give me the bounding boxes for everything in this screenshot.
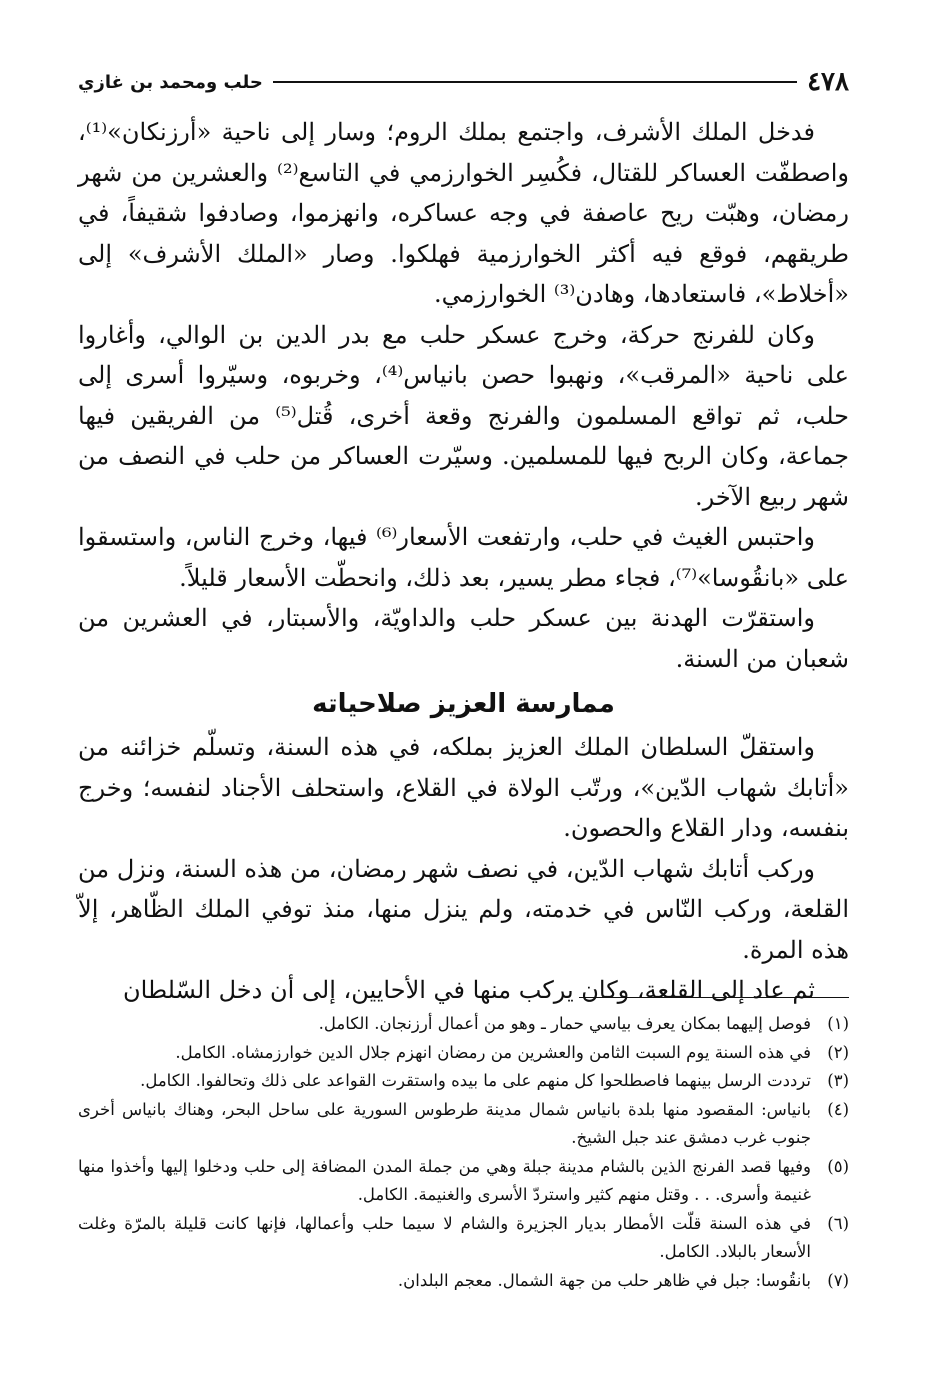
footnote-text: في هذه السنة يوم السبت الثامن والعشرين من رمضان انهزم جلال الدين خوارزمشاه. الكامل. xyxy=(175,1042,811,1062)
footnote-marker: (٧) xyxy=(827,1270,849,1290)
paragraph-3: واحتبس الغيث في حلب، وارتفعت الأسعار⁽⁶⁾ فيها، وخرج الناس، واستسقوا على «بانقُوسا»⁽⁷⁾، فجاء مطر يسير، بعد ذلك، وانحطّت الأسعار قليلاً. xyxy=(78,523,849,592)
footnote-3 xyxy=(78,1067,849,1096)
header-rule xyxy=(273,81,797,83)
page-number: ٤٧٨ xyxy=(807,67,849,97)
paragraph-2: وكان للفرنج حركة، وخرج عسكر حلب مع بدر الدين بن الوالي، وأغاروا على ناحية «المرقب»، ونهبوا حصن بانياس⁽⁴⁾، وخربوه، وسيّروا أسرى إلى حلب، ثم تواقع المسلمون والفرنج وقعة أخرى، قُتل⁽⁵⁾ من الفريقين فيها جماعة، وكان الربح فيها للمسلمين. وسيّرت العساكر من حلب في النصف من شهر ربيع الآخر. xyxy=(78,320,850,511)
footnote-text: في هذه السنة قلّت الأمطار بديار الجزيرة والشام لا سيما حلب وأعمالها، فإنها كانت قليلة بالمرّة وغلت الأسعار بالبلاد. الكامل. xyxy=(78,1213,811,1261)
footnote-text: بانقُوسا: جبل في ظاهر حلب من جهة الشمال. معجم البلدان. xyxy=(397,1270,811,1290)
footnotes xyxy=(78,1010,849,1295)
page-header xyxy=(78,62,849,102)
footnote-1 xyxy=(78,1010,849,1039)
footnote-marker: (٤) xyxy=(827,1099,849,1119)
footnote-4 xyxy=(78,1096,849,1153)
footnote-text: فوصل إليهما بمكان يعرف بياسي حمار ـ وهو من أعمال أرزنجان. الكامل. xyxy=(318,1014,811,1033)
footnote-text: بانياس: المقصود منها بلدة بانياس شمال مدينة طرطوس السورية على ساحل البحر، وهناك بانياس أخرى جنوب غرب دمشق عند جبل الشيخ. xyxy=(78,1099,811,1147)
section-heading: ممارسة العزيز صلاحياته xyxy=(312,689,615,719)
paragraph-7: ثم عاد إلى القلعة، وكان يركب منها في الأحايين، إلى أن دخل السّلطان xyxy=(123,976,815,1004)
footnote-5 xyxy=(78,1153,849,1210)
footnote-marker: (٥) xyxy=(827,1156,849,1176)
footnote-marker: (٢) xyxy=(827,1042,849,1062)
paragraph-4: واستقرّت الهدنة بين عسكر حلب والداويّة، والأسبتار، في العشرين من شعبان من السنة. xyxy=(78,604,849,673)
paragraph-1: فدخل الملك الأشرف، واجتمع بملك الروم؛ وسار إلى ناحية «أرزنكان»⁽¹⁾، واصطفّت العساكر للقتال، فكُسِر الخوارزمي في التاسع⁽²⁾ والعشرين من شهر رمضان، وهبّت ريح عاصفة في وجه عساكره، وانهزموا، وصادفوا شقيفاً، في طريقهم، فوقع فيه أكثر الخوارزمية فهلكوا. وصار «الملك الأشرف» إلى «أخلاط»، فاستعادها، وهادن⁽³⁾ الخوارزمي. xyxy=(78,118,850,308)
footnote-rule xyxy=(579,997,849,998)
footnote-2 xyxy=(78,1039,849,1068)
running-title: حلب ومحمد بن غازي xyxy=(78,71,263,93)
footnote-6 xyxy=(78,1210,849,1267)
footnote-text: ترددت الرسل بينهما فاصطلحوا كل منهم على ما بيده واستقرت القواعد على ذلك وتحالفوا. الكامل. xyxy=(140,1071,811,1090)
paragraph-6: وركب أتابك شهاب الدّين، في نصف شهر رمضان، من هذه السنة، ونزل من القلعة، وركب النّاس في خدمته، ولم ينزل منها، منذ توفي الملك الظّاهر، إلاّ هذه المرة. xyxy=(78,854,849,964)
paragraph-5: واستقلّ السلطان الملك العزيز بملكه، في هذه السنة، وتسلّم خزائنه من «أتابك شهاب الدّين»، ورتّب الولاة في القلاع، واستحلف الأجناد لنفسه؛ وخرج بنفسه، ودار القلاع والحصون. xyxy=(78,733,849,842)
footnote-marker: (٦) xyxy=(827,1213,849,1233)
footnote-text: وفيها قصد الفرنج الذين بالشام مدينة جبلة وهي من جملة المدن المضافة إلى حلب ودخلوا إليها وأخذوا منها غنيمة وأسرى. . . وقتل منهم كثير واستردّ الأسرى والغنيمة. الكامل. xyxy=(78,1156,811,1204)
footnote-7 xyxy=(78,1267,849,1296)
footnote-marker: (٣) xyxy=(827,1071,849,1090)
footnote-marker: (١) xyxy=(827,1014,849,1033)
main-text xyxy=(78,112,849,1011)
